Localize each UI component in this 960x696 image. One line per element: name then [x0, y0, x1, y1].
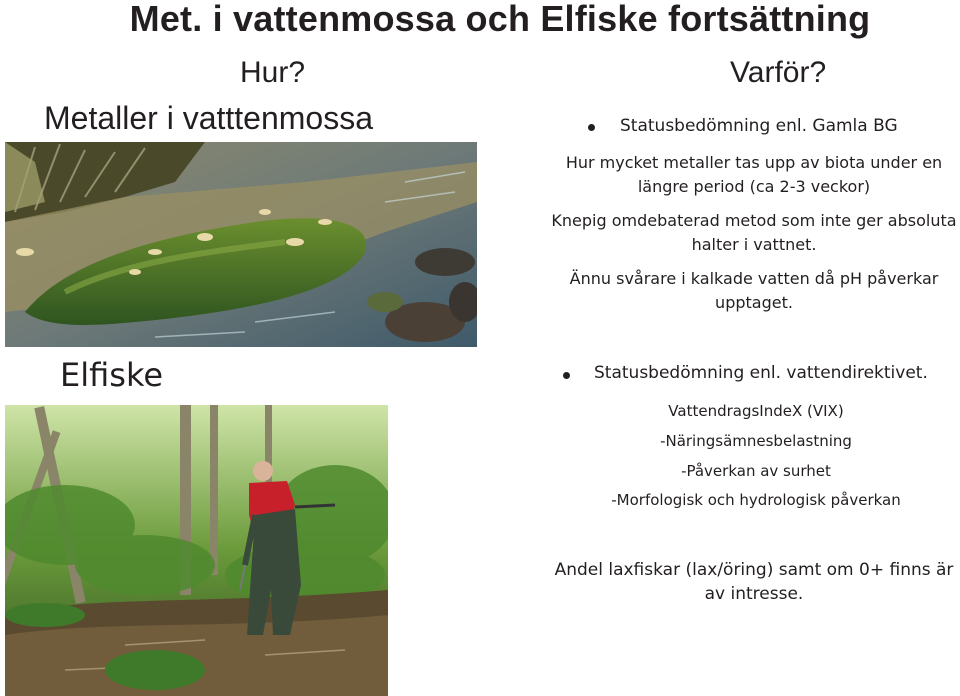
- closing-text: Andel laxfiskar (lax/öring) samt om 0+ finns är av intresse.: [554, 560, 954, 604]
- section1-paragraph: Hur mycket metaller tas upp av biota under en längre period (ca 2-3 veckor): [565, 153, 943, 196]
- section1-bullet: Statusbedömning enl. Gamla BG: [620, 116, 898, 136]
- section2-line: -Morfologisk och hydrologisk påverkan: [611, 491, 901, 509]
- metaller-heading: Metaller i vatttenmossa: [44, 100, 374, 136]
- section2-line: -Näringsämnesbelastning: [660, 432, 852, 450]
- slide-title: Met. i vattenmossa och Elfiske fortsättning: [129, 0, 871, 39]
- hur-heading: Hur?: [240, 56, 306, 89]
- section1-paragraph: Ännu svårare i kalkade vatten då pH påverkar upptaget.: [569, 269, 939, 312]
- varfor-heading: Varför?: [730, 56, 827, 89]
- water-moss-photo: [5, 142, 477, 347]
- elfiske-heading: Elfiske: [60, 356, 164, 394]
- electrofishing-photo: [5, 405, 388, 696]
- bullet-dot: [588, 124, 595, 131]
- section2-line: VattendragsIndeX (VIX): [668, 402, 844, 420]
- section2-bullet: Statusbedömning enl. vattendirektivet.: [594, 363, 928, 383]
- bullet-dot: [563, 372, 570, 379]
- section2-line: -Påverkan av surhet: [681, 462, 831, 480]
- section1-paragraph: Knepig omdebaterad metod som inte ger absoluta halter i vattnet.: [551, 211, 957, 254]
